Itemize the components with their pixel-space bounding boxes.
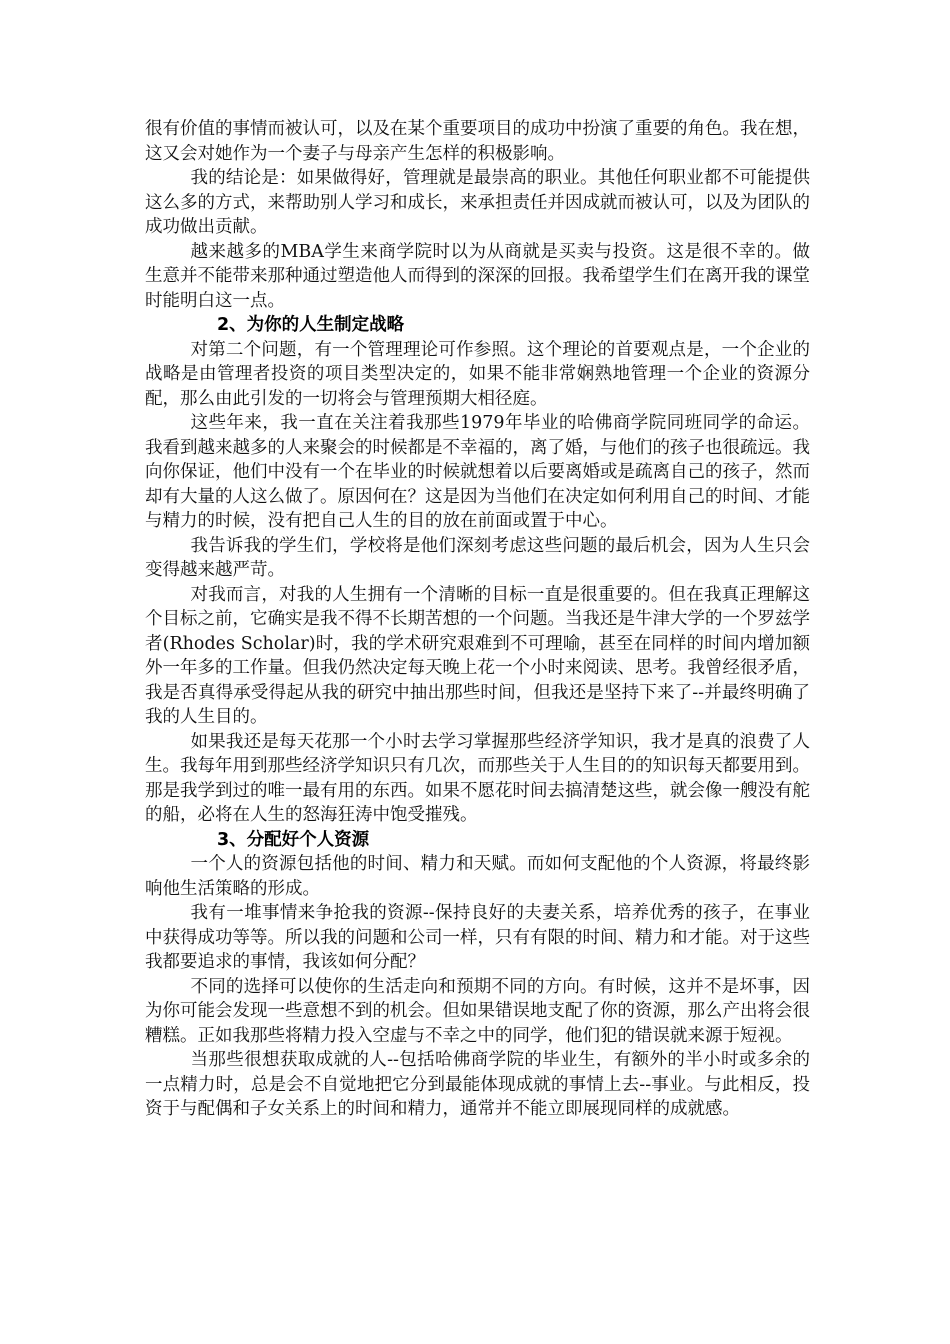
paragraph: 当那些很想获取成就的人--包括哈佛商学院的毕业生，有额外的半小时或多余的一点精力时，总是会不自觉地把它分到最能体现成就的事情上去--事业。与此相反，投资于与配偶和子女关系上的时间和精力，通常并不能立即展现同样的成就感。 xyxy=(145,1050,810,1119)
paragraph: 我告诉我的学生们，学校将是他们深刻考虑这些问题的最后机会，因为人生只会变得越来越严苛。 xyxy=(145,535,810,580)
paragraph: 这些年来，我一直在关注着我那些1979年毕业的哈佛商学院同班同学的命运。我看到越来越多的人来聚会的时候都是不幸福的，离了婚，与他们的孩子也很疏远。我向你保证，他们中没有一个在毕业的时候就想着以后要离婚或是疏离自己的孩子，然而却有大量的人这么做了。原因何在？这是因为当他们在决定如何利用自己的时间、才能与精力的时候，没有把自己人生的目的放在前面或置于中心。 xyxy=(145,413,810,531)
paragraph: 一个人的资源包括他的时间、精力和天赋。而如何支配他的个人资源，将最终影响他生活策略的形成。 xyxy=(145,854,810,899)
paragraph: 越来越多的MBA学生来商学院时以为从商就是买卖与投资。这是很不幸的。做生意并不能带来那种通过塑造他人而得到的深深的回报。我希望学生们在离开我的课堂时能明白这一点。 xyxy=(145,241,810,311)
paragraph: 我的结论是：如果做得好，管理就是最崇高的职业。其他任何职业都不可能提供这么多的方式，来帮助别人学习和成长，来承担责任并因成就而被认可，以及为团队的成功做出贡献。 xyxy=(145,168,810,237)
paragraph: 不同的选择可以使你的生活走向和预期不同的方向。有时候，这并不是坏事，因为你可能会发现一些意想不到的机会。但如果错误地支配了你的资源，那么产出将会很糟糕。正如我那些将精力投入空虚与不幸之中的同学，他们犯的错误就来源于短视。 xyxy=(145,976,810,1046)
document-body xyxy=(145,117,810,1122)
paragraph: 我有一堆事情来争抢我的资源--保持良好的夫妻关系，培养优秀的孩子，在事业中获得成功等等。所以我的问题和公司一样，只有有限的时间、精力和才能。对于这些我都要追求的事情，我该如何分配？ xyxy=(145,903,810,972)
section-heading-2: 2、为你的人生制定战略 xyxy=(217,315,405,335)
paragraph: 对第二个问题，有一个管理理论可作参照。这个理论的首要观点是，一个企业的战略是由管理者投资的项目类型决定的，如果不能非常娴熟地管理一个企业的资源分配，那么由此引发的一切将会与管理预期大相径庭。 xyxy=(145,339,810,409)
paragraph: 很有价值的事情而被认可，以及在某个重要项目的成功中扮演了重要的角色。我在想，这又会对她作为一个妻子与母亲产生怎样的积极影响。 xyxy=(145,119,810,164)
section-heading-3: 3、分配好个人资源 xyxy=(217,829,370,850)
paragraph: 对我而言，对我的人生拥有一个清晰的目标一直是很重要的。但在我真正理解这个目标之前，它确实是我不得不长期苦想的一个问题。当我还是牛津大学的一个罗兹学者(Rhodes Scholar)时，我的学术研究艰难到不可理喻，甚至在同样的时间内增加额外一年多的工作量。但我仍然决定每天晚上花一个小时来阅读、思考。我曾经很矛盾，我是否真得承受得起从我的研究中抽出那些时间，但我还是坚持下来了--并最终明确了我的人生目的。 xyxy=(145,584,810,727)
paragraph: 如果我还是每天花那一个小时去学习掌握那些经济学知识，我才是真的浪费了人生。我每年用到那些经济学知识只有几次，而那些关于人生目的的知识每天都要用到。那是我学到过的唯一最有用的东西。如果不愿花时间去搞清楚这些，就会像一艘没有舵的船，必将在人生的怒海狂涛中饱受摧残。 xyxy=(145,731,810,825)
